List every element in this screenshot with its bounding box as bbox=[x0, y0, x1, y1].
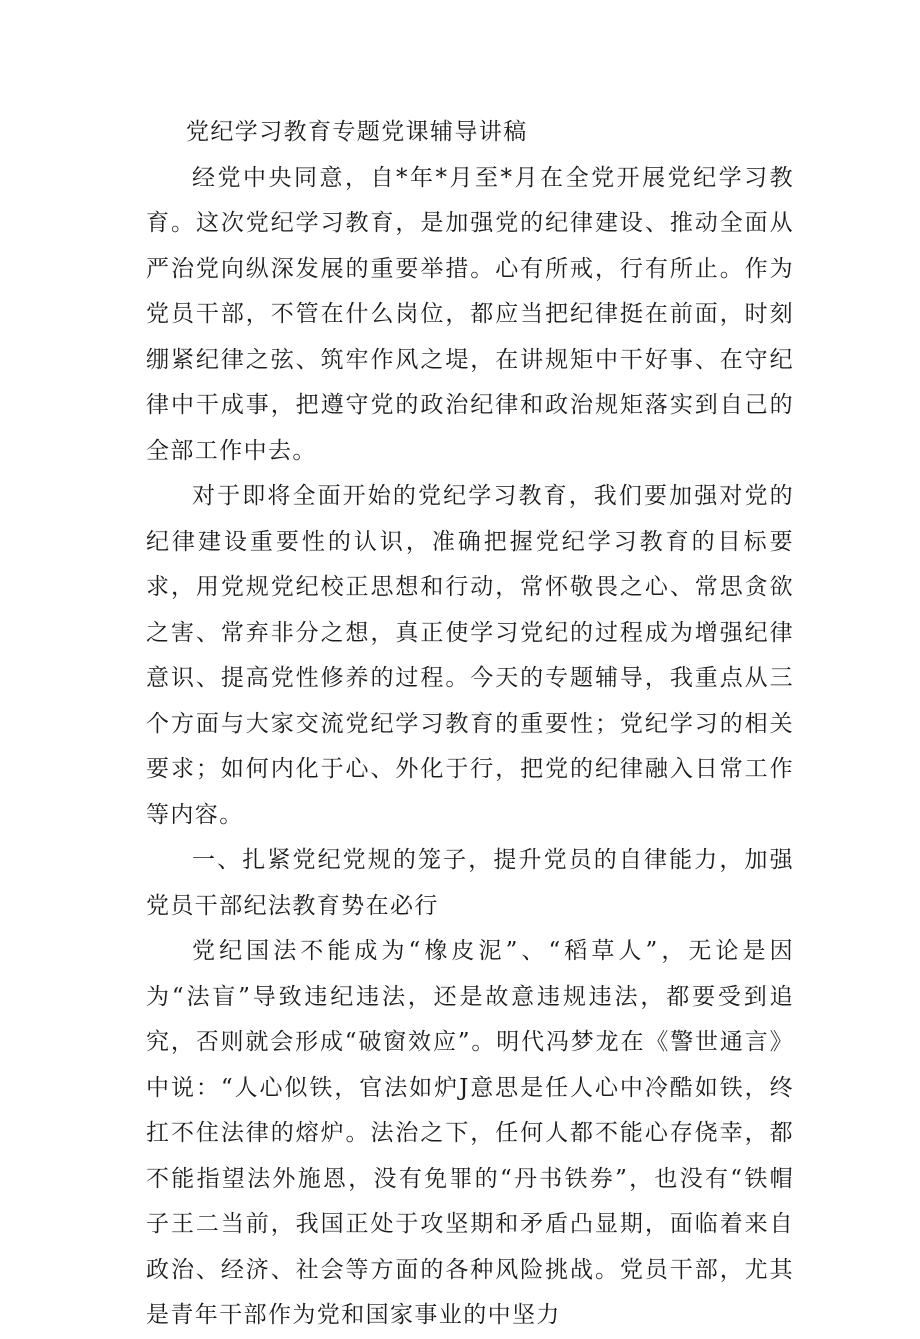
document-title: 党纪学习教育专题党课辅导讲稿 bbox=[186, 119, 528, 145]
document-body bbox=[146, 110, 794, 1339]
paragraph-section-1: 党纪国法不能成为“橡皮泥”、“稻草人”，无论是因为“法盲”导致违纪违法，还是故意违规违法，都要受到追究，否则就会形成“破窗效应”。明代冯梦龙在《警世通言》中说：“人心似铁，官法如炉J意思是任人心中冷酷如铁，终扛不住法律的熔炉。法治之下，任何人都不能心存侥幸，都不能指望法外施恩，没有免罪的“丹书铁券”，也没有“铁帽子王二当前，我国正处于攻坚期和矛盾凸显期，面临着来自政治、经济、社会等方面的各种风险挑战。党员干部，尤其是青年干部作为党和国家事业的中坚力 bbox=[146, 938, 794, 1328]
paragraph-overview: 对于即将全面开始的党纪学习教育，我们要加强对党的纪律建设重要性的认识，准确把握党纪学习教育的目标要求，用党规党纪校正思想和行动，常怀敬畏之心、常思贪欲之害、常弃非分之想，真正使学习党纪的过程成为增强纪律意识、提高党性修养的过程。今天的专题辅导，我重点从三个方面与大家交流党纪学习教育的重要性；党纪学习的相关要求；如何内化于心、外化于行，把党的纪律融入日常工作等内容。 bbox=[146, 483, 794, 828]
section-heading-1: 一、扎紧党纪党规的笼子，提升党员的自律能力，加强党员干部纪法教育势在必行 bbox=[146, 847, 794, 919]
paragraph-intro: 经党中央同意，自*年*月至*月在全党开展党纪学习教育。这次党纪学习教育，是加强党的纪律建设、推动全面从严治党向纵深发展的重要举措。心有所戒，行有所止。作为党员干部，不管在什么岗位，都应当把纪律挺在前面，时刻绷紧纪律之弦、筑牢作风之堤，在讲规矩中干好事、在守纪律中干成事，把遵守党的政治纪律和政治规矩落实到自己的全部工作中去。 bbox=[146, 164, 794, 464]
